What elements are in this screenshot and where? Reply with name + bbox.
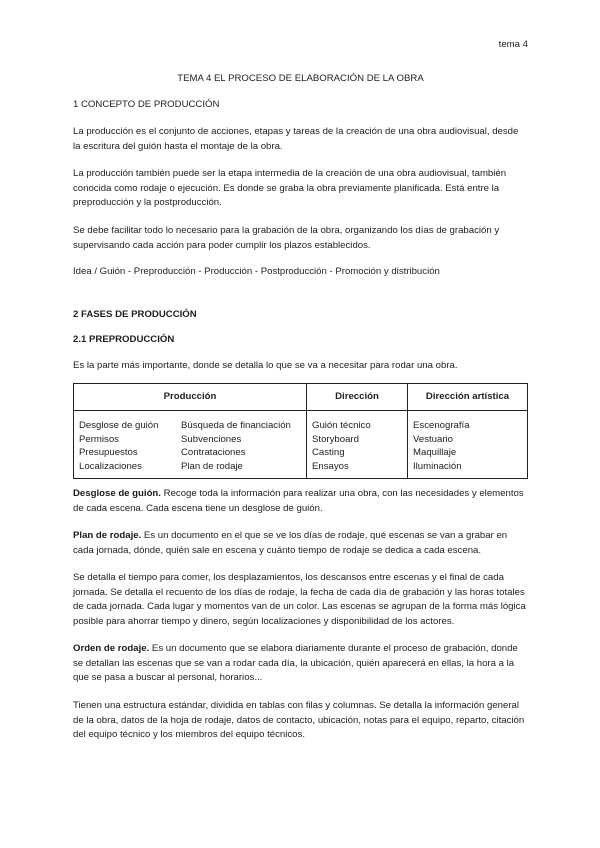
table-cell-direccion <box>307 411 408 479</box>
produccion-column-a <box>79 419 181 473</box>
table-header-direccion-artistica: Dirección artística <box>408 384 528 411</box>
section-2-1-intro: Es la parte más importante, donde se detalla lo que se va a necesitar para rodar una obra. <box>73 360 458 371</box>
section-1-paragraph-1: La producción es el conjunto de acciones, etapas y tareas de la creación de una obra audiovisual, desde la escritura del guión hasta el montaje de la obra. <box>73 126 519 152</box>
produccion-column-b <box>181 419 291 473</box>
orden-text: Es un documento que se elabora diariamente durante el proceso de grabación, donde se detallan las escenas que se van a rodar cada día, la ubicación, quién aparecerá en ellas, la hora a la que se pasa a buscar al personal, horarios... <box>73 643 518 683</box>
table-item: Búsqueda de financiación <box>181 420 291 431</box>
table-header-direccion: Dirección <box>307 384 408 411</box>
table-item: Presupuestos <box>79 447 138 459</box>
table-item: Guión técnico <box>312 420 371 431</box>
orden-paragraph <box>73 642 528 686</box>
table-cell-produccion <box>74 411 307 479</box>
table-cell-direccion-artistica <box>408 411 528 479</box>
table-item: Subvenciones <box>181 433 242 445</box>
table-item: Maquillaje <box>413 447 457 459</box>
table-item: Vestuario <box>413 433 454 445</box>
table-item: Storyboard <box>312 433 359 445</box>
table-item: Plan de rodaje <box>181 460 243 472</box>
desglose-lead: Desglose de guión. <box>73 488 161 499</box>
table-item: Escenografía <box>413 420 470 431</box>
section-2-1-heading: 2.1 PREPRODUCCIÓN <box>73 334 175 345</box>
preproduction-table <box>73 383 528 479</box>
table-item: Iluminación <box>413 460 462 472</box>
plan-text: Es un documento en el que se ve los días de rodaje, qué escenas se van a grabar en cada jornada, dónde, quién sale en escena y cuánto tiempo de rodaje se dedica a cada escena. <box>73 530 508 556</box>
table-item: Ensayos <box>312 460 349 472</box>
section-1-heading: 1 CONCEPTO DE PRODUCCIÓN <box>73 99 220 110</box>
section-1-paragraph-2: La producción también puede ser la etapa intermedia de la creación de una obra audiovisual, también conocida como rodaje o ejecución. Es donde se graba la obra previamente planificada. Está entre la preproducción y la postproducción. <box>73 168 507 208</box>
table-header-produccion: Producción <box>74 384 307 411</box>
section-1-paragraph-3: Se debe facilitar todo lo necesario para la grabación de la obra, organizando los días de grabación y supervisando cada acción para poder cumplir los plazos establecidos. <box>73 225 500 251</box>
orden-lead: Orden de rodaje. <box>73 643 150 654</box>
desglose-text: Recoge toda la información para realizar una obra, con las necesidades y elementos de cada escena. Cada escena tiene un desglose de guión. <box>73 488 524 514</box>
page-header-label: tema 4 <box>498 39 528 50</box>
plan-paragraph <box>73 529 528 558</box>
table-item: Localizaciones <box>79 460 142 472</box>
plan-lead: Plan de rodaje. <box>73 530 142 541</box>
section-1-phases-line: Idea / Guión - Preproducción - Producción - Postproducción - Promoción y distribución <box>73 266 440 277</box>
table-item: Permisos <box>79 433 119 445</box>
table-item: Desglose de guión <box>79 420 159 431</box>
table-item: Casting <box>312 447 345 459</box>
desglose-paragraph <box>73 487 528 516</box>
plan-paragraph-2: Se detalla el tiempo para comer, los desplazamientos, los descansos entre escenas y el final de cada jornada. Se detalla el recuento de los días de rodaje, la fecha de cada día de grabación y las horas totales de cada jornada. Cada lugar y momentos van de un color. Las escenas se agrupan de la forma más lógica posible para ahorrar tiempo y dinero, según localizaciones y disponibilidad de los actores. <box>73 572 526 627</box>
orden-paragraph-2: Tienen una estructura estándar, dividida en tablas con filas y columnas. Se detalla la información general de la obra, datos de la hoja de rodaje, datos de contacto, ubicación, notas para el equipo, reparto, citación del equipo técnico y los miembros del equipo técnicos. <box>73 700 525 740</box>
table-item: Contrataciones <box>181 447 246 459</box>
section-2-heading: 2 FASES DE PRODUCCIÓN <box>73 309 197 320</box>
document-title: TEMA 4 EL PROCESO DE ELABORACIÓN DE LA OBRA <box>177 73 424 84</box>
